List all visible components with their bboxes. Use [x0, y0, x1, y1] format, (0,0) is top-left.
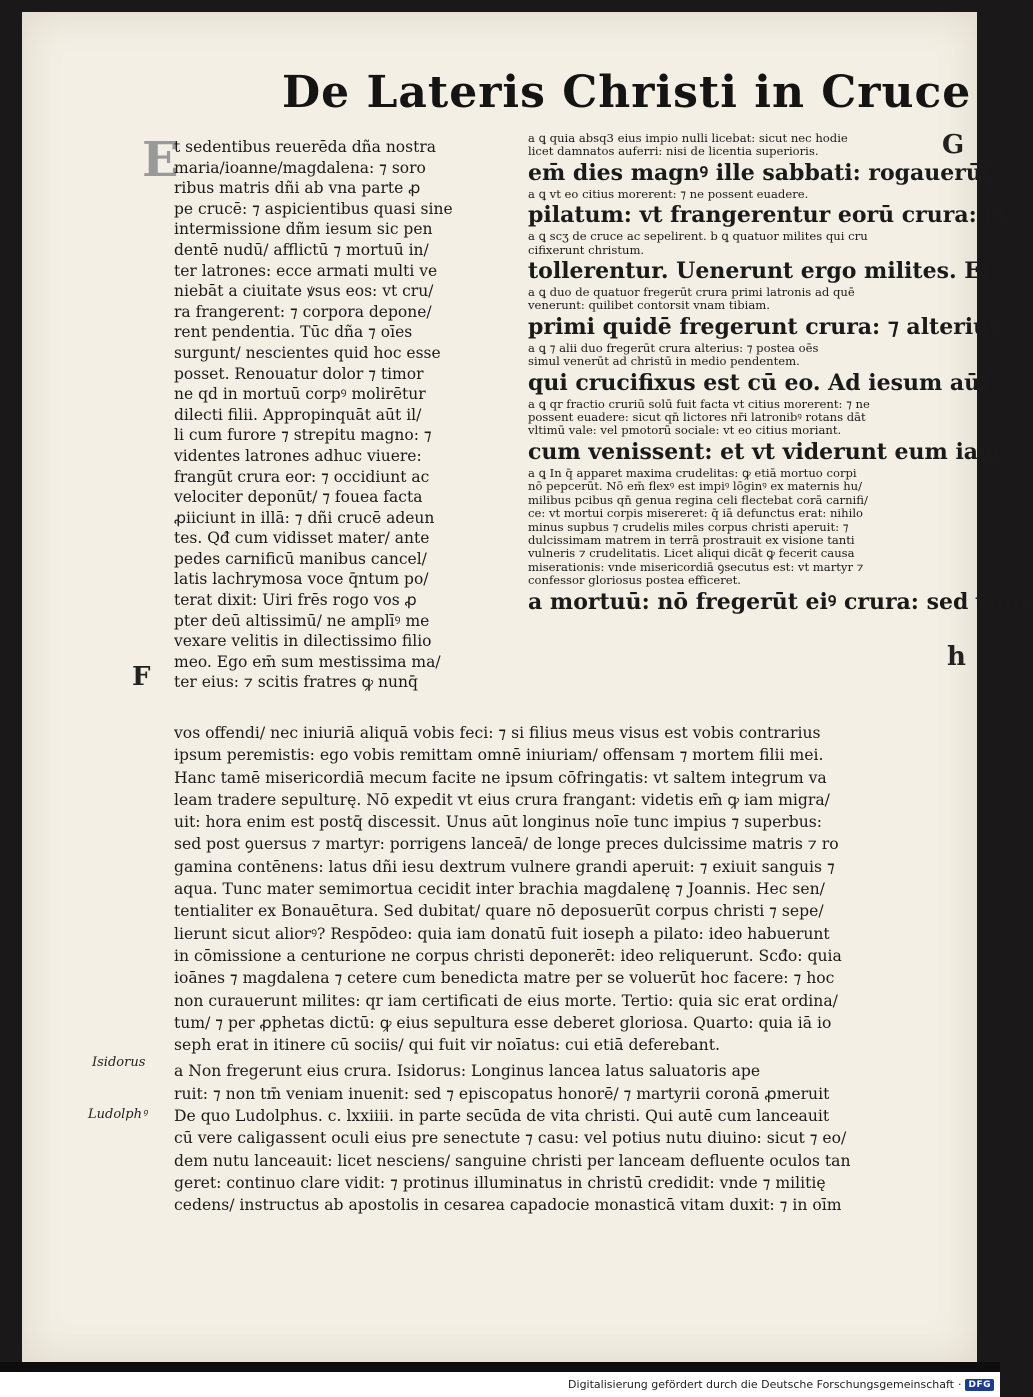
commentary-line: ipsum peremistis: ego vobis remittam omnē iniuriam/ offensam ⁊ mortem filii mei. [174, 746, 824, 765]
commentary-line: geret: continuo clare vidit: ⁊ protinus illuminatus in christū credidit: vnde ⁊ militię [174, 1173, 826, 1192]
commentary-line: aqua. Tunc mater semimortua cecidit inter brachia magdalenę ⁊ Joannis. Hec sen/ [174, 880, 825, 899]
commentary-line: in cōmissione a centurione ne corpus christi deponerēt: ideo reliquerunt. Scđo: quia [174, 946, 842, 965]
scripture-line: primi quidē fregerunt crura: ⁊ alterius [528, 313, 1002, 340]
commentary-line: gamina contēnens: latus dñi iesu dextrum vulnere grandi aperuit: ⁊ exiuit sanguis ⁊ [174, 857, 835, 876]
signature-mark-mid: h [947, 642, 966, 672]
gloss-line: minus supbus ⁊ crudelis miles corpus christi aperuit: ⁊ [528, 519, 849, 534]
margin-note-ludolphus: Ludolphꝰ [88, 1107, 147, 1122]
footer-text: Digitalisierung gefördert durch die Deutsche Forschungsgemeinschaft [568, 1378, 954, 1391]
left-text-line: videntes latrones adhuc viuere: [174, 446, 422, 465]
left-text-line: intermissione dñm iesum sic pen [174, 220, 433, 239]
left-text-line: dilecti filii. Appropinquāt aūt il/ [174, 405, 422, 424]
commentary-line: De quo Ludolphus. c. lxxiiii. in parte secūda de vita christi. Qui autē cum lanceauit [174, 1107, 830, 1126]
gloss-line: possent euadere: sicut qn̄ lictores nr̄i latronibꝰ rotans dāt [528, 410, 866, 425]
gloss-line: ce: vt mortui corpis misereret: q̄ iā defunctus erat: nihilo [528, 506, 864, 521]
gloss-line: a ꝗ In q̄ apparet maxima crudelitas: ꝙ etiā mortuo corpi [528, 465, 857, 480]
scripture-line: a mortuū: nō fregerūt eiꝰ crura: sed vnus [528, 588, 1033, 615]
gloss-line: a ꝗ ⁊ alii duo fregerūt crura alterius: ⁊ postea oēs [528, 340, 819, 355]
scripture-line: cum venissent: et vt viderunt eum iam [528, 438, 1002, 465]
left-text-line: pter deū altissimū/ ne amplīꝰ me [174, 611, 430, 630]
commentary-line: tum/ ⁊ per ꝓphetas dictū: ꝙ eius sepultura esse deberet gloriosa. Quarto: quia iā io [174, 1013, 832, 1032]
left-column-text [174, 137, 506, 693]
left-text-line: surgunt/ nescientes quid hoc esse [174, 343, 441, 362]
gloss-line: licet damnatos auferri: nisi de licentia superioris. [528, 144, 819, 159]
gloss-line: vulneris ⁊ crudelitatis. Licet aliqui dicāt ꝙ fecerit causa [528, 546, 855, 561]
full-width-text [174, 722, 952, 1217]
left-text-line: meo. Ego em̄ sum mestissima ma/ [174, 652, 441, 671]
left-text-line: li cum furore ⁊ strepitu magno: ⁊ [174, 426, 432, 445]
left-text-line: ribus matris dñi ab vna parte ꝓ [174, 179, 421, 198]
initial-letter: E [142, 132, 179, 188]
signature-mark-top: G [942, 130, 965, 160]
left-text-line: niebāt a ciuitate ꝟsus eos: vt cru/ [174, 282, 434, 301]
commentary-line: Hanc tamē misericordiā mecum facite ne ipsum cōfringatis: vt saltem integrum va [174, 768, 827, 787]
commentary-line: ruit: ⁊ non tm̄ veniam inuenit: sed ⁊ episcopatus honorē/ ⁊ martyrii coronā ꝓmeruit [174, 1084, 830, 1103]
left-text-line: tes. Qđ cum vidisset mater/ ante [174, 529, 430, 548]
left-text-line: ra frangerent: ⁊ corpora depone/ [174, 302, 432, 321]
gloss-line: vltimū vale: vel pmotorū sociale: vt eo citius moriant. [528, 423, 842, 438]
gloss-line: venerunt: quilibet contorsit vnam tibiam. [528, 298, 770, 313]
left-text-line: frangūt crura eor: ⁊ occidiunt ac [174, 467, 430, 486]
gloss-line: a ꝗ quia absq3 eius impio nulli licebat: sicut nec hodie [528, 131, 848, 145]
commentary-line: uit: hora enim est postq̄ discessit. Unus aūt longinus noīe tunc impius ⁊ superbus: [174, 813, 823, 832]
left-text-line: dentē nudū/ afflictū ⁊ mortuū in/ [174, 240, 429, 259]
scan-edge [0, 1362, 1000, 1372]
left-text-line: pedes carnificū manibus cancel/ [174, 549, 427, 568]
commentary-line: ioānes ⁊ magdalena ⁊ cetere cum benedicta matre per se voluerūt hoc facere: ⁊ hoc [174, 969, 835, 988]
gloss-line: a ꝗ duo de quatuor fregerūt crura primi latronis ad quē [528, 285, 855, 300]
commentary-line: seph erat in itinere cū sociis/ qui fuit vir noīatus: cui etiā deferebant. [174, 1036, 720, 1055]
left-text-line: pe crucē: ⁊ aspicientibus quasi sine [174, 199, 453, 218]
commentary-line: cū vere caligassent oculi eius pre senectute ⁊ casu: vel potius nutu diuino: sicut ⁊ eo/ [174, 1129, 847, 1148]
commentary-line: dem nutu lanceauit: licet nesciens/ sanguine christi per lanceam defluente oculos tan [174, 1151, 851, 1170]
left-text-line: velociter deponūt/ ⁊ fouea facta [174, 488, 423, 507]
commentary-line: vos offendi/ nec iniuriā aliquā vobis feci: ⁊ si filius meus visus est vobis contrarius [174, 724, 821, 742]
gloss-line: simul venerūt ad christū in medio pendentem. [528, 354, 800, 369]
scripture-line: em̄ dies magnꝰ ille sabbati: rogauerūt [528, 159, 993, 186]
gloss-line: miserationis: vnde misericordiā ꝯsecutus est: vt martyr ⁊ [528, 559, 864, 574]
gloss-line: cifixerunt christum. [528, 242, 645, 257]
left-text-line: terat dixit: Uiri frēs rogo vos ꝓ [174, 591, 417, 610]
page-title: De Lateris Christi in Cruce [282, 67, 972, 118]
gloss-line: a ꝗ vt eo citius morerent: ⁊ ne possent euadere. [528, 186, 809, 201]
left-text-line: t sedentibus reuerēda dña nostra [174, 138, 436, 156]
gloss-line: milibus pcibus qn̄ genua regina celi flectebat corā carnifi/ [528, 492, 868, 507]
commentary-line: lierunt sicut aliorꝰ? Respōdeo: quia iam donatū fuit ioseph a pilato: ideo habuerunt [174, 924, 830, 943]
scripture-line: tollerentur. Uenerunt ergo milites. Et [528, 258, 992, 285]
gloss-line: confessor gloriosus postea efficeret. [528, 573, 741, 588]
left-text-line: maria/ioanne/magdalena: ⁊ soro [174, 158, 426, 177]
commentary-line: tentialiter ex Bonauētura. Sed dubitat/ quare nō deposuerūt corpus christi ⁊ sepe/ [174, 902, 824, 921]
gloss-line: nō pepcerūt. Nō em̄ flexꝰ est impiꝰ lōginꝰ ex maternis hu/ [528, 479, 863, 494]
left-text-line: ter eius: ⁊ scitis fratres ꝙ nunq̄ [174, 673, 418, 692]
scripture-line: pilatum: vt frangerentur eorū crura: et [528, 202, 1009, 229]
left-text-line: ter latrones: ecce armati multi ve [174, 261, 438, 280]
right-column-text [528, 131, 1033, 617]
signature-mark-left: F [132, 662, 151, 692]
gloss-line: dulcissimam matrem in terrā prostrauit ex visione tanti [528, 532, 855, 547]
commentary-line: leam tradere sepulturę. Nō expedit vt eius crura frangant: videtis em̄ ꝙ iam migra/ [174, 790, 830, 809]
commentary-line: non curauerunt milites: qr iam certificati de eius morte. Tertio: quia sic erat ordina/ [174, 991, 838, 1010]
scripture-line: qui crucifixus est cū eo. Ad iesum aūt [528, 369, 991, 396]
gloss-line: a ꝗ scʒ de cruce ac sepelirent. b ꝗ quatuor milites qui cru [528, 229, 868, 244]
left-text-line: posset. Renouatur dolor ⁊ timor [174, 364, 424, 383]
book-page [22, 12, 1033, 1362]
left-text-line: ꝓiiciunt in illā: ⁊ dñi crucē adeun [174, 508, 435, 527]
commentary-line: sed post ꝯuersus ⁊ martyr: porrigens lanceā/ de longe preces dulcissime matris ⁊ ro [174, 835, 839, 854]
commentary-line: cedens/ instructus ab apostolis in cesarea capadocie monasticā vitam duxit: ⁊ in oīm [174, 1196, 842, 1215]
commentary-line: a Non fregerunt eius crura. Isidorus: Longinus lancea latus saluatoris ape [174, 1062, 761, 1081]
margin-note-isidorus: Isidorus [92, 1055, 146, 1070]
left-text-line: latis lachrymosa voce q̄ntum po/ [174, 570, 429, 589]
left-text-line: vexare velitis in dilectissimo filio [174, 632, 432, 651]
left-text-line: rent pendentia. Tūc dña ⁊ oīes [174, 323, 413, 342]
footer: Digitalisierung gefördert durch die Deutsche Forschungsgemeinschaft · DFG [0, 1372, 1000, 1397]
gloss-line: a ꝗ qr fractio cruriū solū fuit facta vt citius morerent: ⁊ ne [528, 396, 870, 411]
left-text-line: ne qd in mortuū corpꝰ molirētur [174, 385, 426, 404]
dfg-logo: DFG [965, 1379, 994, 1391]
